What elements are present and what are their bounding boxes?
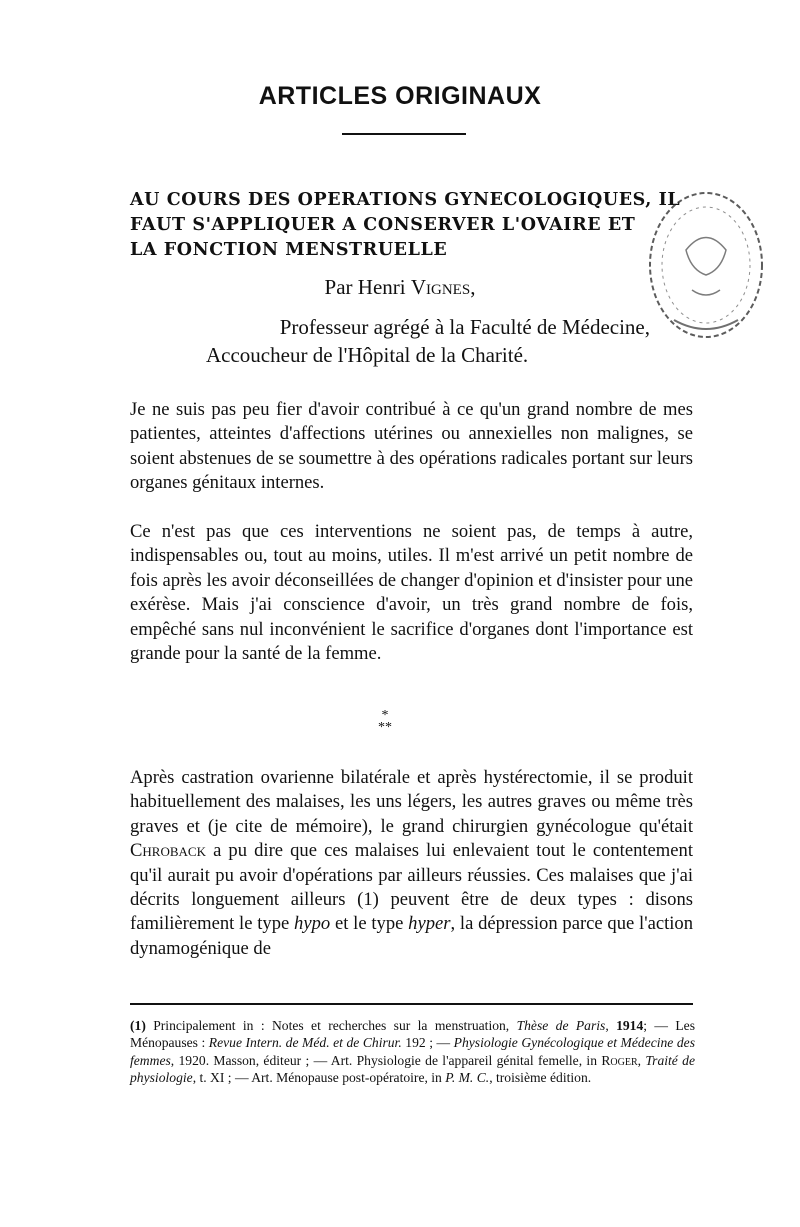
footnote-part-8: , troisième édition.	[489, 1070, 592, 1086]
footnote	[130, 1017, 695, 1087]
paragraph-3-part-c: et le type	[330, 913, 409, 935]
paragraph-3-part-b: a pu dire que ces malaises lui enlevaient tout le contentement qu'il aurait pu avoir d'opérations par ailleurs réussies. Ces malaises que j'ai décrits longuement ailleurs (1) peuvent être de deux types : disons familièrement le type	[130, 840, 693, 935]
paragraph-3-part-a: Après castration ovarienne bilatérale et après hystérectomie, il se produit habituellement des malaises, les uns légers, les autres graves ou même très graves et (je cite de mémoire), le grand chirurgien gynécologue qu'était	[130, 767, 693, 837]
asterism-top: *	[381, 708, 389, 723]
footnote-ref-revue: Revue Intern. de Méd. et de Chirur.	[208, 1035, 402, 1051]
article-title-line-2: FAUT S'APPLIQUER A CONSERVER L'OVAIRE ET	[130, 215, 636, 235]
footnote-rule	[130, 1003, 693, 1005]
body-paragraph-1	[130, 398, 693, 496]
footnote-part-7: , t. XI ; — Art. Ménopause post-opératoire, in	[192, 1070, 446, 1086]
library-stamp-icon	[634, 170, 774, 350]
body-paragraph-3	[130, 766, 693, 961]
footnote-text	[130, 1017, 695, 1087]
footnote-part-6: ,	[637, 1052, 646, 1068]
footnote-ref-pmc: P. M. C.	[445, 1070, 490, 1086]
footnote-part-4: 192 ; —	[401, 1035, 454, 1051]
author-name: Vignes	[410, 275, 471, 299]
article-title-line-1: AU COURS DES OPERATIONS GYNECOLOGIQUES, IL	[130, 190, 681, 210]
byline	[0, 275, 800, 300]
footnote-year: 1914	[616, 1018, 644, 1033]
paragraph-3-text	[130, 766, 693, 961]
footnote-author-roger: Roger	[601, 1052, 638, 1068]
footnote-marker: (1)	[130, 1018, 146, 1033]
asterism	[370, 710, 400, 734]
paragraph-3-part-d: , la dépression parce que l'action dynamogénique de	[130, 913, 693, 959]
footnote-part-2: ,	[605, 1018, 617, 1033]
term-hyper: hyper	[408, 913, 451, 935]
paragraph-1-text: Je ne suis pas peu fier d'avoir contribué à ce qu'un grand nombre de mes patientes, atteintes d'affections utérines ou annexielles non malignes, se soient abstenues de se soumettre à des opérations radicales portant sur leurs organes génitaux internes.	[130, 399, 693, 494]
footnote-part-1: Principalement in : Notes et recherches sur la menstruation,	[145, 1018, 517, 1033]
article-title-line-3: LA FONCTION MENSTRUELLE	[130, 240, 448, 260]
term-hypo: hypo	[294, 913, 331, 935]
byline-prefix: Par Henri	[324, 275, 411, 299]
footnote-part-3: ; — Les Ménopauses :	[130, 1018, 695, 1051]
paragraph-2-text: Ce n'est pas que ces interventions ne soient pas, de temps à autre, indispensables ou, tout au moins, utiles. Il m'est arrivé un petit nombre de fois après les avoir déconseillées de changer d'opinion et d'insister pour une exérèse. Mais j'ai conscience d'avoir, un très grand nombre de fois, empêché sans nul inconvénient le sacrifice d'organes dont l'importance est grande pour la santé de la femme.	[130, 521, 693, 665]
section-header: ARTICLES ORIGINAUX	[258, 82, 542, 110]
body-paragraph-2	[130, 520, 693, 666]
asterism-bottom: **	[378, 720, 392, 735]
footnote-part-5: , 1920. Masson, éditeur ; — Art. Physiologie de l'appareil génital femelle, in	[170, 1052, 602, 1068]
header-rule	[342, 133, 466, 135]
footnote-ref-these: Thèse de Paris	[516, 1018, 606, 1033]
byline-suffix: ,	[470, 275, 476, 299]
affiliation-line-1: Professeur agrégé à la Faculté de Médecine,	[279, 315, 650, 339]
footnote-ref-traite: Traité de physiologie	[130, 1052, 695, 1086]
surgeon-name: Chroback	[130, 840, 206, 862]
affiliation-line-2: Accoucheur de l'Hôpital de la Charité.	[206, 343, 529, 367]
footnote-ref-physiologie: Physiologie Gynécologique et Médecine des femmes	[130, 1035, 695, 1068]
